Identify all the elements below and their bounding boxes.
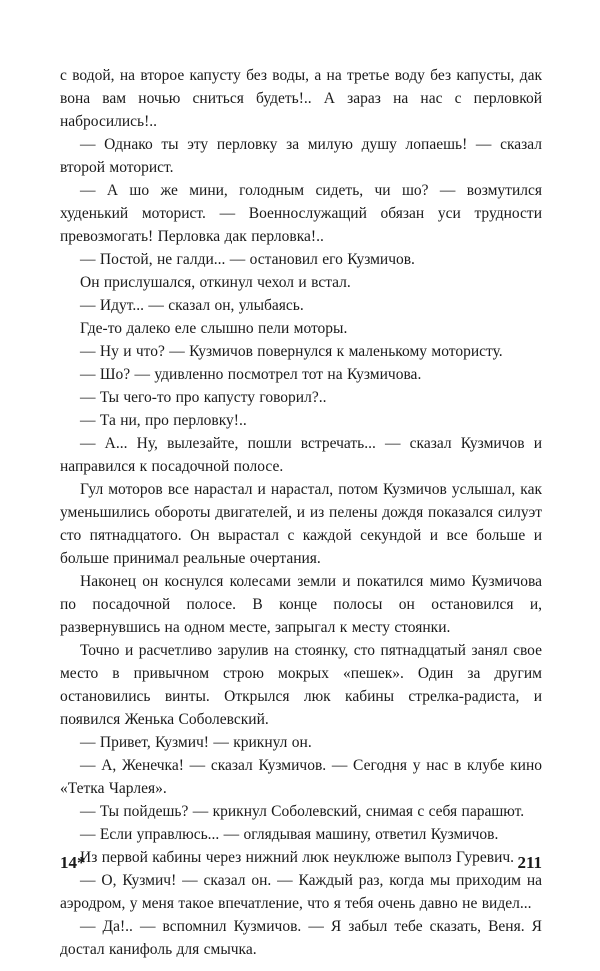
page-number: 211: [517, 853, 542, 872]
paragraph: — Та ни, про перловку!..: [80, 412, 247, 429]
paragraph: — Привет, Кузмич! — крикнул он.: [80, 734, 312, 751]
paragraph: Гул моторов все нарастал и нарастал, потом Кузмичов услышал, как уменьшились обороты двигателей, и из пелены дождя показался силуэт сто пятнадцатого. Он вырастал с каждой секундой и все больше и больше принимал реальные очертания.: [60, 481, 542, 567]
page-body: [60, 64, 542, 961]
paragraph: — Да!.. — вспомнил Кузмичов. — Я забыл тебе сказать, Веня. Я достал канифоль для смычка.: [60, 918, 542, 958]
paragraph: — А... Ну, вылезайте, пошли встречать... — сказал Кузмичов и направился к посадочной полосе.: [60, 435, 542, 475]
paragraph: — Шо? — удивленно посмотрел тот на Кузмичова.: [80, 366, 422, 383]
paragraph: Он прислушался, откинул чехол и встал.: [80, 274, 351, 291]
paragraph: — Если управлюсь... — оглядывая машину, ответил Кузмичов.: [80, 826, 499, 843]
paragraph: Наконец он коснулся колесами земли и покатился мимо Кузмичова по посадочной полосе. В конце полосы он остановился и, развернувшись на одном месте, запрыгал к месту стоянки.: [60, 573, 542, 636]
page-footer: [60, 853, 542, 873]
paragraph: — Ты чего-то про капусту говорил?..: [80, 389, 327, 406]
paragraph: Из первой кабины через нижний люк неуклюже выполз Гуревич.: [80, 849, 515, 866]
paragraph: — А, Женечка! — сказал Кузмичов. — Сегодня у нас в клубе кино «Тетка Чарлея».: [60, 757, 542, 797]
paragraph: — Однако ты эту перловку за милую душу лопаешь! — сказал второй моторист.: [60, 136, 542, 176]
paragraph: Где-то далеко еле слышно пели моторы.: [80, 320, 348, 337]
signature-mark: 14*: [60, 853, 86, 872]
paragraph: с водой, на второе капусту без воды, а на третье воду без капусты, дак вона вам ночью сниться будеть!.. А зараз на нас с перловкой набросились!..: [60, 67, 542, 130]
paragraph: — Идут... — сказал он, улыбаясь.: [80, 297, 304, 314]
paragraph: — Ты пойдешь? — крикнул Соболевский, снимая с себя парашют.: [80, 803, 525, 820]
paragraph: — Постой, не галди... — остановил его Кузмичов.: [80, 251, 415, 268]
paragraph: — А шо же мини, голодным сидеть, чи шо? — возмутился худенький моторист. — Военнослужащий обязан уси трудности превозмогать! Перловка дак перловка!..: [60, 182, 542, 245]
paragraph: — Ну и что? — Кузмичов повернулся к маленькому мотористу.: [80, 343, 503, 360]
paragraph: Точно и расчетливо зарулив на стоянку, сто пятнадцатый занял свое место в привычном строю мокрых «пешек». Один за другим остановились винты. Открылся люк кабины стрелка-радиста, и появился Женька Соболевский.: [60, 642, 542, 728]
paragraph: — О, Кузмич! — сказал он. — Каждый раз, когда мы приходим на аэродром, у меня такое впечатление, что я тебя очень давно не видел...: [60, 872, 542, 912]
